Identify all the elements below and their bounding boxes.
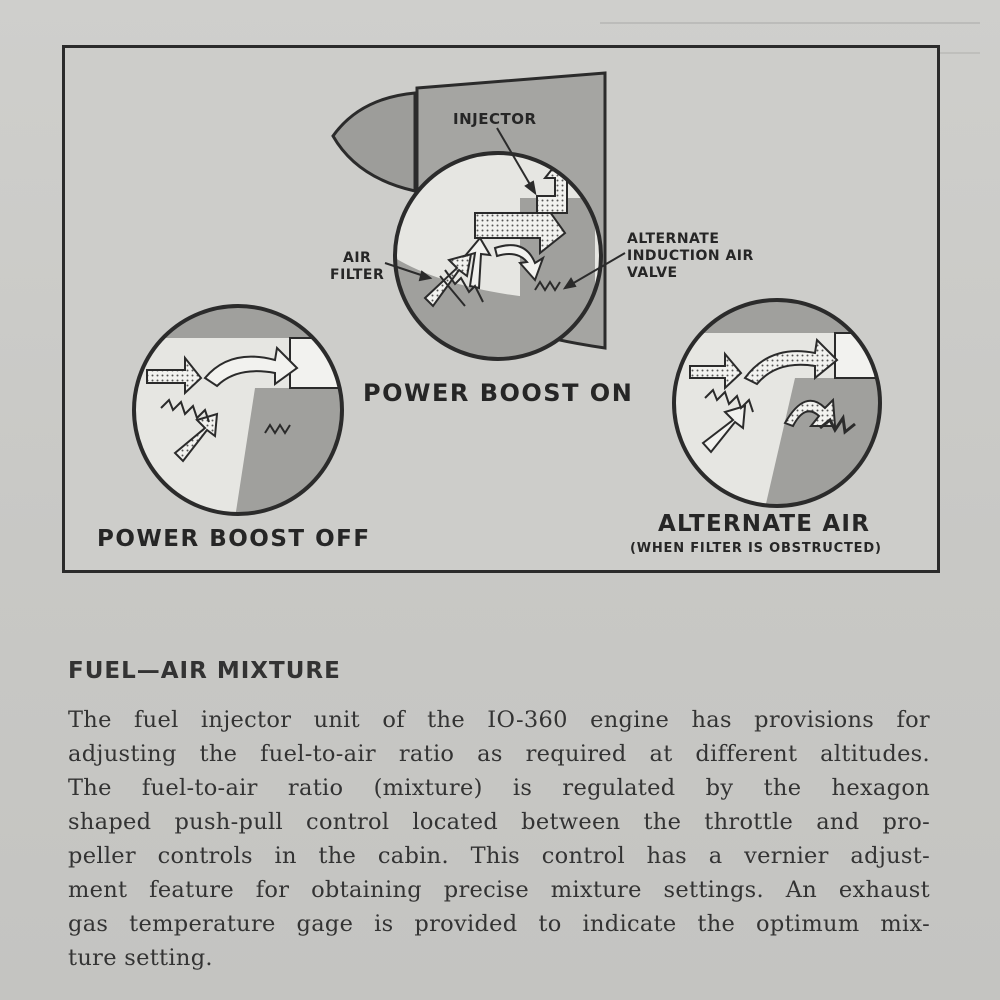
air-filter-label-line2: FILTER (330, 267, 385, 283)
induction-air-diagram (62, 45, 940, 573)
alternate-air-detail (674, 298, 885, 508)
body-line: ture setting. (68, 945, 213, 971)
alternate-air-caption: ALTERNATE AIR (658, 511, 871, 537)
power-boost-off-detail (134, 306, 345, 518)
body-line: shaped push-pull control located between the throttle and pro- (68, 809, 930, 835)
alternate-valve-label-line3: VALVE (627, 265, 678, 281)
power-boost-on-caption: POWER BOOST ON (363, 379, 634, 407)
power-boost-off-caption: POWER BOOST OFF (97, 526, 371, 552)
body-line: adjusting the fuel-to-air ratio as required at different altitudes. (68, 741, 930, 767)
section-heading: FUEL—AIR MIXTURE (68, 658, 341, 684)
body-line: peller controls in the cabin. This control has a vernier adjust- (68, 843, 930, 869)
alternate-air-note: (WHEN FILTER IS OBSTRUCTED) (630, 541, 882, 556)
section-body (68, 703, 930, 975)
body-line: The fuel injector unit of the IO-360 engine has provisions for (68, 707, 930, 733)
alternate-valve-label-line1: ALTERNATE (627, 231, 720, 247)
air-filter-label-line1: AIR (343, 250, 372, 266)
injector-label: INJECTOR (453, 110, 537, 128)
body-line: The fuel-to-air ratio (mixture) is regulated by the hexagon (68, 775, 930, 801)
body-line: ment feature for obtaining precise mixture settings. An exhaust (68, 877, 930, 903)
alternate-valve-label-line2: INDUCTION AIR (627, 248, 754, 264)
body-line: gas temperature gage is provided to indicate the optimum mix- (68, 911, 930, 937)
